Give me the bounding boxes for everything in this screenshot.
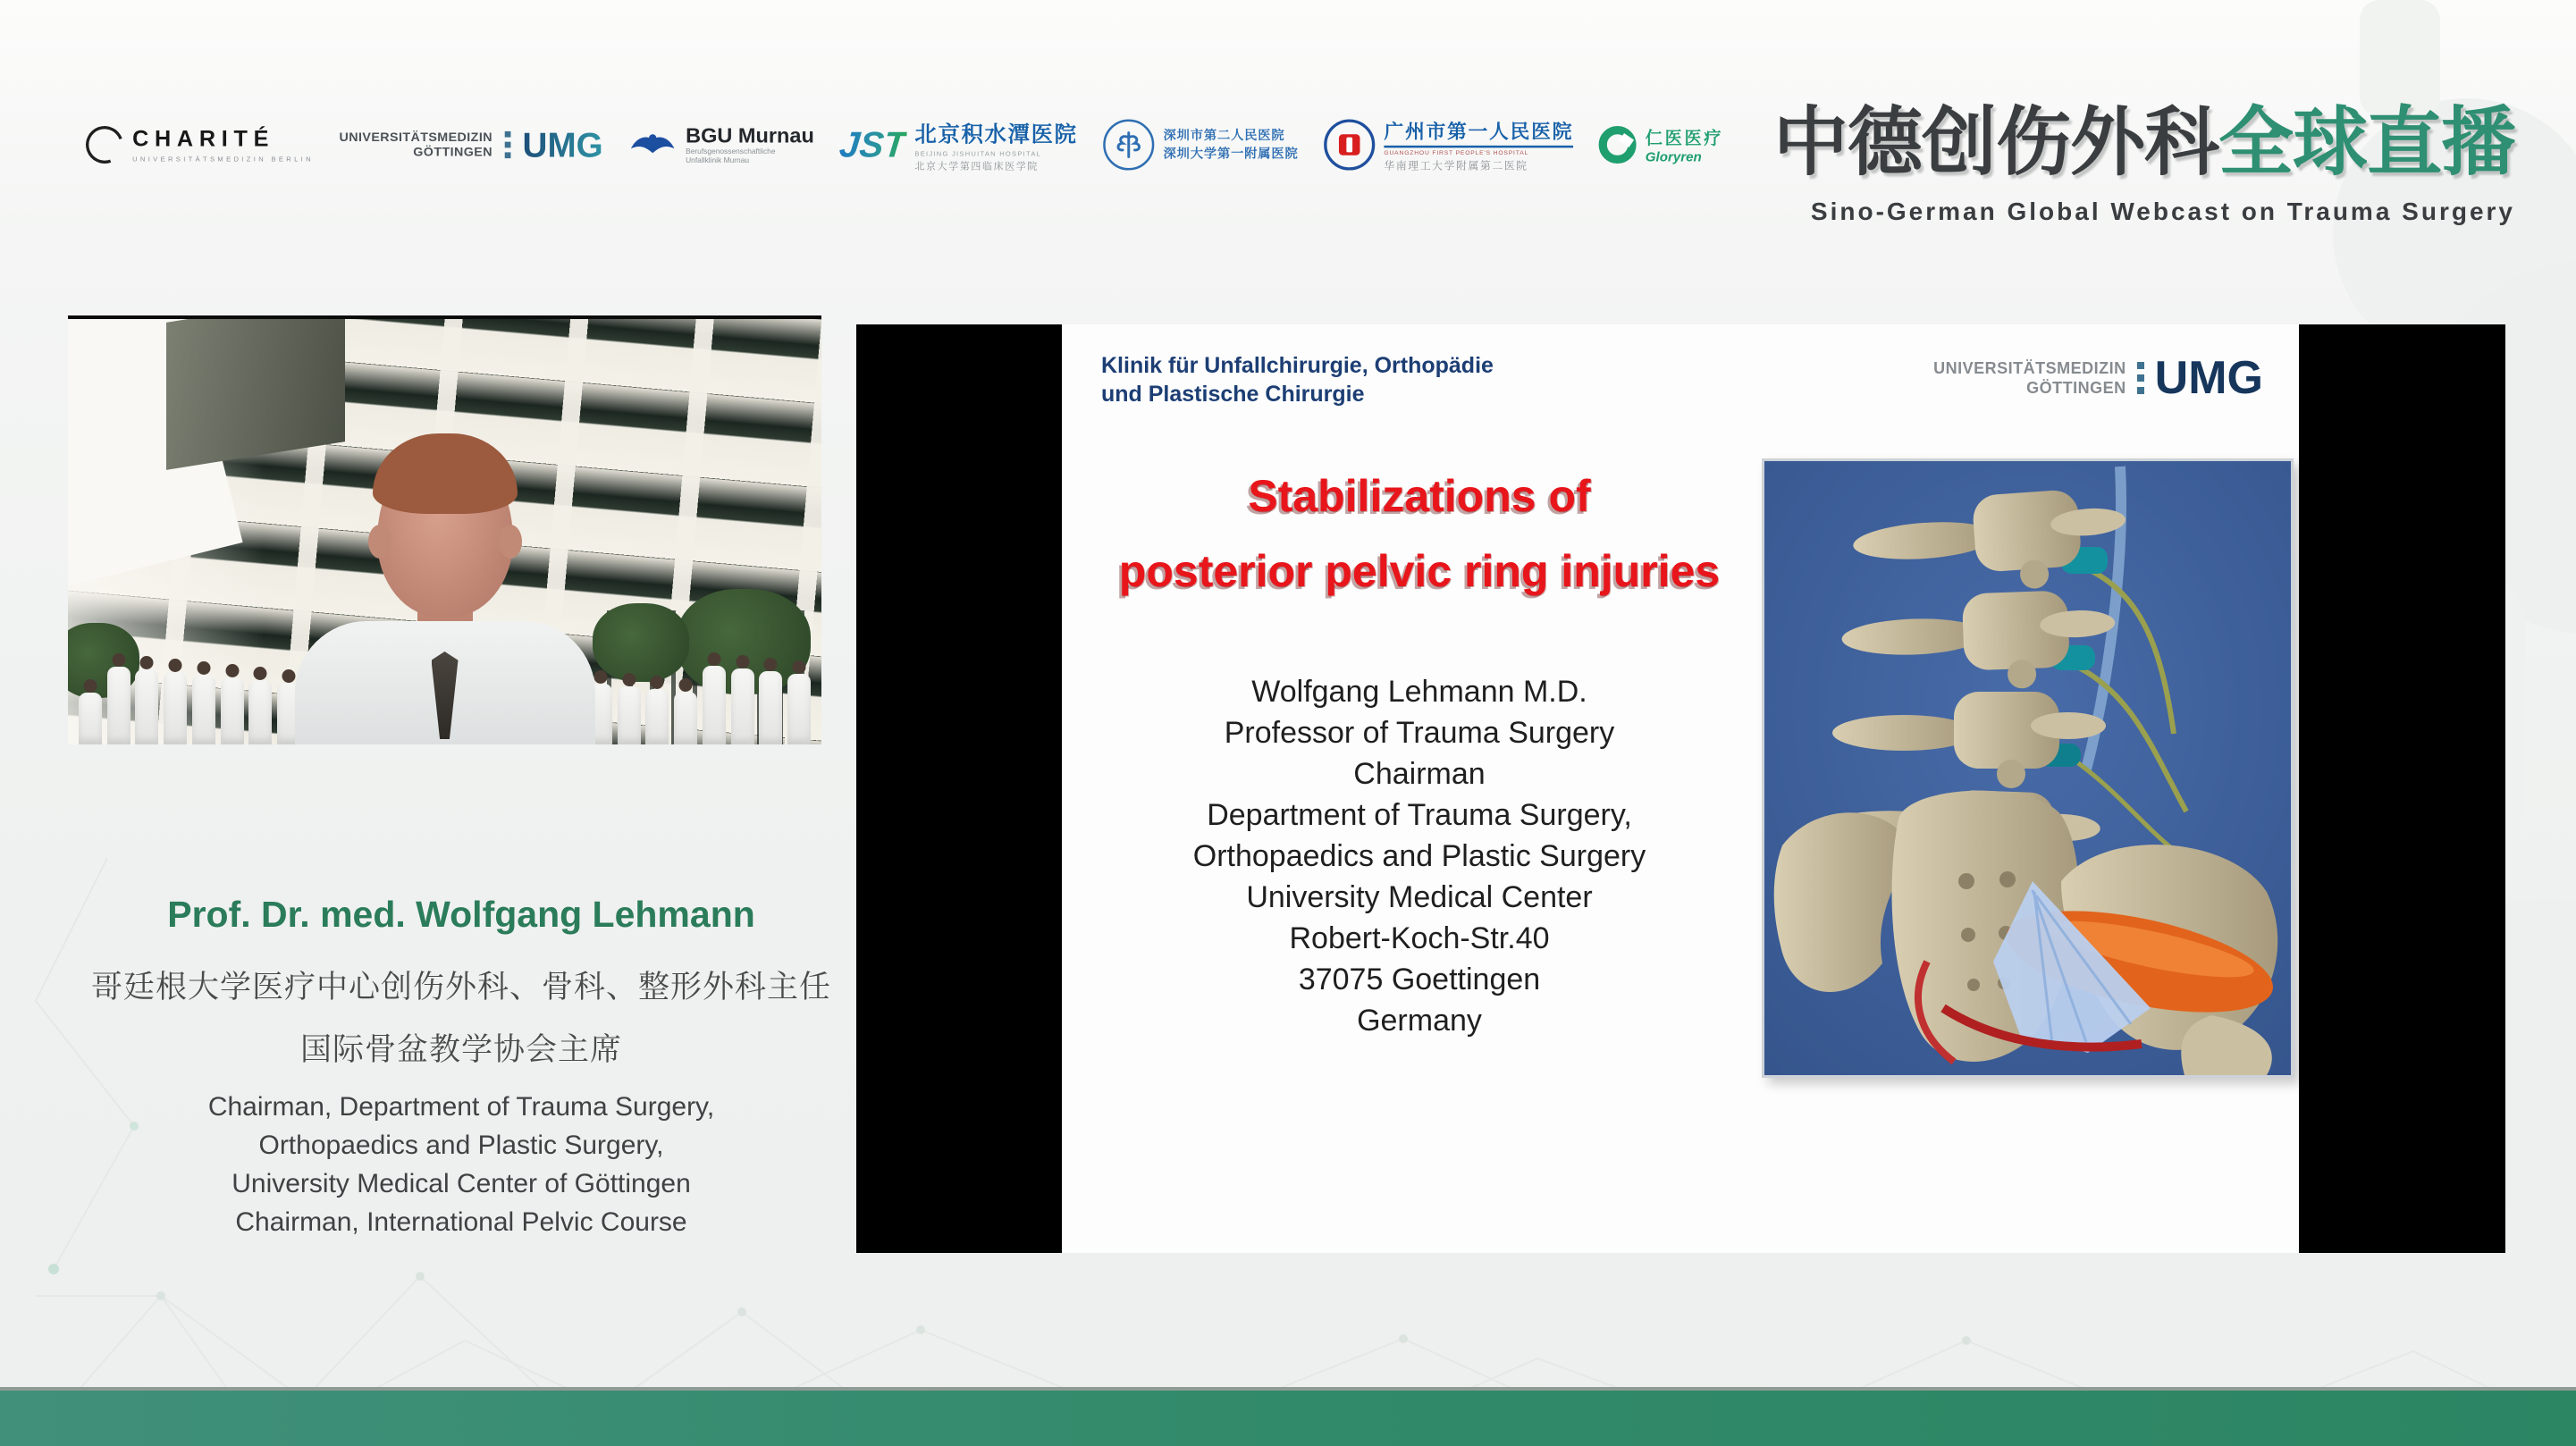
event-title-zh bbox=[1773, 82, 2515, 190]
crowd-person bbox=[135, 669, 158, 744]
presenter-shirt bbox=[295, 621, 595, 744]
partner-logo-strip bbox=[86, 107, 1723, 182]
crowd-person bbox=[79, 693, 102, 744]
umg-line1: UNIVERSITÄTSMEDIZIN bbox=[339, 130, 492, 145]
slide-title-line2: posterior pelvic ring injuries bbox=[1118, 546, 1721, 596]
crowd-person bbox=[787, 674, 811, 744]
speaker-title-zh-1: 哥廷根大学医疗中心创伤外科、骨科、整形外科主任 bbox=[90, 970, 831, 1005]
charite-subtitle: UNIVERSITÄTSMEDIZIN BERLIN bbox=[132, 155, 314, 164]
presenter-figure bbox=[293, 463, 597, 744]
presenter-head bbox=[377, 442, 513, 618]
slide-body-line: Chairman bbox=[1353, 757, 1486, 791]
umg-header-logo bbox=[340, 124, 603, 164]
bgu-bird-icon bbox=[628, 132, 677, 158]
speaker-title-en: Orthopaedics and Plastic Surgery, bbox=[258, 1131, 664, 1160]
speaker-title-en: University Medical Center of Göttingen bbox=[232, 1169, 691, 1198]
jishuitan-sub-en: BEIJING JISHUITAN HOSPITAL bbox=[914, 149, 1042, 157]
slide-title-line1: Stabilizations of bbox=[1248, 471, 1591, 521]
crowd-person bbox=[192, 675, 215, 744]
slide-body-line: Department of Trauma Surgery, bbox=[1207, 798, 1632, 832]
slide-body-line: Wolfgang Lehmann M.D. bbox=[1251, 675, 1587, 709]
slide-umg-logo bbox=[1933, 351, 2263, 405]
gloryren-subtitle: Gloryren bbox=[1645, 149, 1702, 164]
bgu-murnau-logo bbox=[628, 123, 814, 165]
slide-author-block bbox=[1071, 671, 1768, 1041]
slide-clinic-line1: Klinik für Unfallchirurgie, Orthopädie bbox=[1101, 353, 1494, 378]
crowd-person bbox=[645, 689, 669, 744]
slide-screen bbox=[856, 324, 2505, 1253]
speaker-info bbox=[32, 894, 890, 1241]
slide-body-line: Professor of Trauma Surgery bbox=[1224, 716, 1615, 750]
event-title-en: Sino-German Global Webcast on Trauma Surgery bbox=[1810, 198, 2515, 225]
presenter-tie bbox=[432, 652, 459, 739]
slide-body-line: Germany bbox=[1357, 1004, 1482, 1038]
guangzhou-sub-zh: 华南理工大学附属第二医院 bbox=[1384, 159, 1528, 172]
speaker-title-en: Chairman, International Pelvic Course bbox=[235, 1207, 687, 1237]
shenzhen-hospital-logo bbox=[1103, 119, 1298, 170]
umg-abbr: UMG bbox=[522, 125, 603, 164]
gloryren-title: 仁医医疗 bbox=[1645, 128, 1724, 148]
crowd-person bbox=[703, 666, 726, 744]
speaker-title-en: Chairman, Department of Trauma Surgery, bbox=[207, 1092, 715, 1122]
guangzhou-emblem-icon bbox=[1324, 119, 1375, 170]
footer-bar bbox=[0, 1387, 2576, 1446]
guangzhou-hospital-logo bbox=[1324, 116, 1573, 173]
charite-title: CHARITÉ bbox=[132, 126, 275, 152]
slide-umg-line2: GÖTTINGEN bbox=[2026, 379, 2126, 397]
bgu-sub1: Berufsgenossenschaftliche bbox=[686, 147, 776, 156]
crowd-person bbox=[107, 667, 130, 744]
shenzhen-line2: 深圳大学第一附属医院 bbox=[1163, 146, 1299, 161]
shenzhen-line1: 深圳市第二人民医院 bbox=[1163, 128, 1285, 143]
crowd-person bbox=[759, 671, 782, 744]
event-title-banner bbox=[1773, 82, 2515, 226]
jishuitan-sub-zh: 北京大学第四临床医学院 bbox=[914, 160, 1040, 172]
slide-body-line: 37075 Goettingen bbox=[1298, 963, 1541, 996]
presenter-ear bbox=[368, 525, 391, 559]
bgu-title: BGU Murnau bbox=[686, 123, 814, 147]
slide-umg-abbr: UMG bbox=[2154, 352, 2263, 404]
guangzhou-sub-en: GUANGZHOU FIRST PEOPLE'S HOSPITAL bbox=[1384, 149, 1529, 156]
umg-line2: GÖTTINGEN bbox=[413, 145, 492, 159]
charite-logo bbox=[86, 126, 314, 164]
gloryren-logo bbox=[1599, 124, 1723, 164]
crowd-person bbox=[248, 680, 272, 744]
slide-body-line: Robert-Koch-Str.40 bbox=[1289, 921, 1550, 955]
umg-dots-icon bbox=[504, 131, 510, 158]
slide-umg-dots-icon bbox=[2137, 362, 2144, 394]
speaker-name: Prof. Dr. med. Wolfgang Lehmann bbox=[167, 894, 755, 935]
gloryren-mark-icon bbox=[1599, 126, 1637, 164]
slide-clinic-header bbox=[1101, 351, 1494, 408]
event-title-zh-green: 全球直播 bbox=[2218, 100, 2515, 184]
slide-body-line: Orthopaedics and Plastic Surgery bbox=[1192, 839, 1646, 873]
slide-body-line: University Medical Center bbox=[1246, 880, 1593, 914]
slide-clinic-line2: und Plastische Chirurgie bbox=[1101, 382, 1365, 407]
bgu-sub2: Unfallklinik Murnau bbox=[686, 156, 750, 165]
jishuitan-logo bbox=[839, 117, 1077, 172]
jst-mark-icon: JST bbox=[838, 124, 908, 165]
crowd-person bbox=[618, 686, 641, 744]
jishuitan-title: 北京积水潭医院 bbox=[914, 122, 1078, 147]
crowd-person bbox=[731, 668, 754, 744]
crowd-person bbox=[221, 677, 244, 744]
pelvis-model-image bbox=[1762, 458, 2294, 1078]
crowd-person bbox=[674, 692, 697, 744]
speaker-title-zh-2: 国际骨盆教学协会主席 bbox=[299, 1032, 622, 1067]
shenzhen-emblem-icon bbox=[1103, 119, 1154, 170]
speaker-video bbox=[68, 315, 821, 744]
crowd-person bbox=[164, 672, 187, 744]
slide-title bbox=[1071, 458, 1768, 609]
presentation-slide bbox=[1062, 324, 2299, 1253]
charite-ring-icon bbox=[80, 120, 130, 170]
guangzhou-title: 广州市第一人民医院 bbox=[1384, 116, 1573, 147]
presenter-ear bbox=[499, 525, 522, 559]
event-title-zh-dark: 中德创伤外科 bbox=[1772, 100, 2218, 184]
slide-umg-line1: UNIVERSITÄTSMEDIZIN bbox=[1933, 359, 2126, 377]
